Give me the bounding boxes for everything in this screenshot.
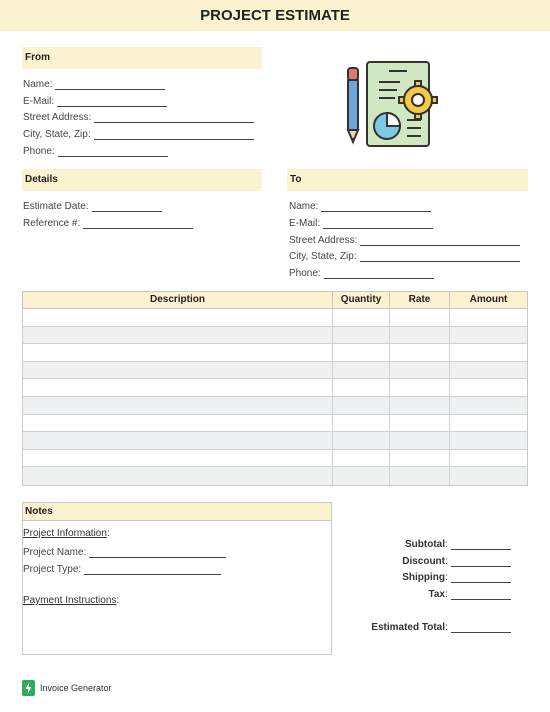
details-heading: Details: [22, 169, 262, 191]
table-row: [23, 450, 527, 468]
notes-box: [22, 502, 332, 655]
quantity-cell[interactable]: [333, 379, 390, 396]
tax-line[interactable]: [451, 591, 511, 600]
project-type-field[interactable]: [23, 564, 221, 575]
quantity-cell[interactable]: [333, 397, 390, 414]
project-information-colon: :: [106, 528, 110, 539]
amount-cell[interactable]: [450, 344, 527, 361]
amount-cell[interactable]: [450, 309, 527, 326]
reference-field[interactable]: [23, 218, 193, 229]
description-cell[interactable]: [23, 309, 333, 326]
to-email-label: E-Mail:: [289, 218, 321, 229]
items-table-body: [23, 309, 527, 485]
subtotal-line[interactable]: [451, 541, 511, 550]
table-row: [23, 344, 527, 362]
from-street-line[interactable]: [94, 114, 254, 123]
project-name-line[interactable]: [89, 549, 226, 558]
to-city-field[interactable]: [289, 251, 520, 262]
project-type-line[interactable]: [84, 566, 221, 575]
rate-cell[interactable]: [390, 467, 450, 485]
description-cell[interactable]: [23, 415, 333, 432]
description-cell[interactable]: [23, 344, 333, 361]
notes-heading: Notes: [23, 503, 331, 521]
description-cell[interactable]: [23, 397, 333, 414]
page-title: PROJECT ESTIMATE: [200, 7, 350, 24]
column-description: Description: [23, 292, 333, 308]
items-table: [22, 291, 528, 486]
table-row: [23, 432, 527, 450]
invoice-generator-logo-icon: [22, 680, 35, 696]
table-row: [23, 362, 527, 380]
from-city-label: City, State, Zip:: [23, 129, 91, 140]
estimate-date-field[interactable]: [23, 201, 162, 212]
quantity-cell[interactable]: [333, 467, 390, 485]
from-name-label: Name:: [23, 79, 53, 90]
from-heading: From: [22, 47, 262, 69]
quantity-cell[interactable]: [333, 415, 390, 432]
quantity-cell[interactable]: [333, 327, 390, 344]
to-heading: To: [287, 169, 528, 191]
table-row: [23, 415, 527, 433]
project-name-field[interactable]: [23, 547, 226, 558]
amount-cell[interactable]: [450, 379, 527, 396]
to-phone-label: Phone:: [289, 268, 321, 279]
rate-cell[interactable]: [390, 397, 450, 414]
from-email-label: E-Mail:: [23, 96, 55, 107]
from-city-line[interactable]: [94, 131, 254, 140]
document-pencil-gear-icon: [345, 60, 440, 152]
from-city-field[interactable]: [23, 129, 254, 140]
estimate-date-label: Estimate Date:: [23, 201, 89, 212]
amount-cell[interactable]: [450, 362, 527, 379]
amount-cell[interactable]: [450, 397, 527, 414]
table-row: [23, 379, 527, 397]
quantity-cell[interactable]: [333, 450, 390, 467]
tax-row[interactable]: Tax :: [360, 589, 511, 600]
rate-cell[interactable]: [390, 415, 450, 432]
estimate-date-line[interactable]: [92, 203, 162, 212]
to-city-label: City, State, Zip:: [289, 251, 357, 262]
to-phone-line[interactable]: [324, 270, 434, 279]
description-cell[interactable]: [23, 379, 333, 396]
subtotal-label: Subtotal: [405, 539, 445, 550]
rate-cell[interactable]: [390, 362, 450, 379]
discount-label: Discount: [402, 556, 445, 567]
to-street-line[interactable]: [360, 237, 520, 246]
discount-line[interactable]: [451, 558, 511, 567]
tax-label: Tax: [428, 589, 445, 600]
footer-branding[interactable]: [22, 680, 112, 696]
shipping-row[interactable]: Shipping :: [360, 572, 511, 583]
amount-cell[interactable]: [450, 432, 527, 449]
description-cell[interactable]: [23, 327, 333, 344]
project-information-heading: [23, 528, 110, 539]
estimated-total-row[interactable]: Estimated Total :: [360, 622, 511, 633]
from-street-label: Street Address:: [23, 112, 92, 123]
reference-line[interactable]: [83, 220, 193, 229]
amount-cell[interactable]: [450, 327, 527, 344]
amount-cell[interactable]: [450, 467, 527, 485]
quantity-cell[interactable]: [333, 362, 390, 379]
column-quantity: Quantity: [333, 292, 390, 308]
from-street-field[interactable]: [23, 112, 254, 123]
column-amount: Amount: [469, 294, 508, 305]
estimated-total-label: Estimated Total: [371, 622, 445, 633]
brand-name: Invoice Generator: [40, 683, 112, 693]
project-name-label: Project Name:: [23, 547, 87, 558]
project-type-label: Project Type:: [23, 564, 82, 575]
rate-cell[interactable]: [390, 344, 450, 361]
table-row: [23, 397, 527, 415]
from-email-line[interactable]: [57, 98, 167, 107]
description-cell[interactable]: [23, 467, 333, 485]
to-name-label: Name:: [289, 201, 319, 212]
from-phone-line[interactable]: [58, 148, 168, 157]
from-phone-field[interactable]: [23, 146, 168, 157]
payment-instructions-heading: [23, 595, 119, 606]
rate-cell[interactable]: [390, 432, 450, 449]
rate-cell[interactable]: [390, 450, 450, 467]
estimated-total-line[interactable]: [451, 624, 511, 633]
amount-cell[interactable]: [450, 415, 527, 432]
rate-cell[interactable]: [390, 327, 450, 344]
quantity-cell[interactable]: [333, 309, 390, 326]
rate-cell[interactable]: [390, 309, 450, 326]
discount-row[interactable]: Discount :: [360, 556, 511, 567]
from-email-field[interactable]: [23, 96, 167, 107]
table-row: [23, 467, 527, 485]
items-table-header: [23, 292, 527, 309]
payment-instructions-colon: :: [116, 595, 120, 606]
to-name-line[interactable]: [321, 203, 431, 212]
amount-cell[interactable]: [450, 450, 527, 467]
to-email-field[interactable]: [289, 218, 433, 229]
column-rate: Rate: [390, 292, 450, 308]
quantity-cell[interactable]: [333, 432, 390, 449]
payment-instructions-label: Payment Instructions: [23, 595, 117, 606]
rate-cell[interactable]: [390, 379, 450, 396]
to-name-field[interactable]: [289, 201, 431, 212]
reference-label: Reference #:: [23, 218, 81, 229]
to-city-line[interactable]: [360, 253, 520, 262]
project-information-label: Project Information: [23, 528, 107, 539]
description-cell[interactable]: [23, 432, 333, 449]
table-row: [23, 327, 527, 345]
to-phone-field[interactable]: [289, 268, 434, 279]
shipping-line[interactable]: [451, 574, 511, 583]
description-cell[interactable]: [23, 362, 333, 379]
to-email-line[interactable]: [323, 220, 433, 229]
from-name-field[interactable]: [23, 79, 165, 90]
subtotal-row[interactable]: Subtotal :: [360, 539, 511, 550]
quantity-cell[interactable]: [333, 344, 390, 361]
table-row: [23, 309, 527, 327]
from-phone-label: Phone:: [23, 146, 55, 157]
description-cell[interactable]: [23, 450, 333, 467]
to-street-label: Street Address:: [289, 235, 358, 246]
to-street-field[interactable]: [289, 235, 520, 246]
shipping-label: Shipping: [402, 572, 445, 583]
from-name-line[interactable]: [55, 81, 165, 90]
